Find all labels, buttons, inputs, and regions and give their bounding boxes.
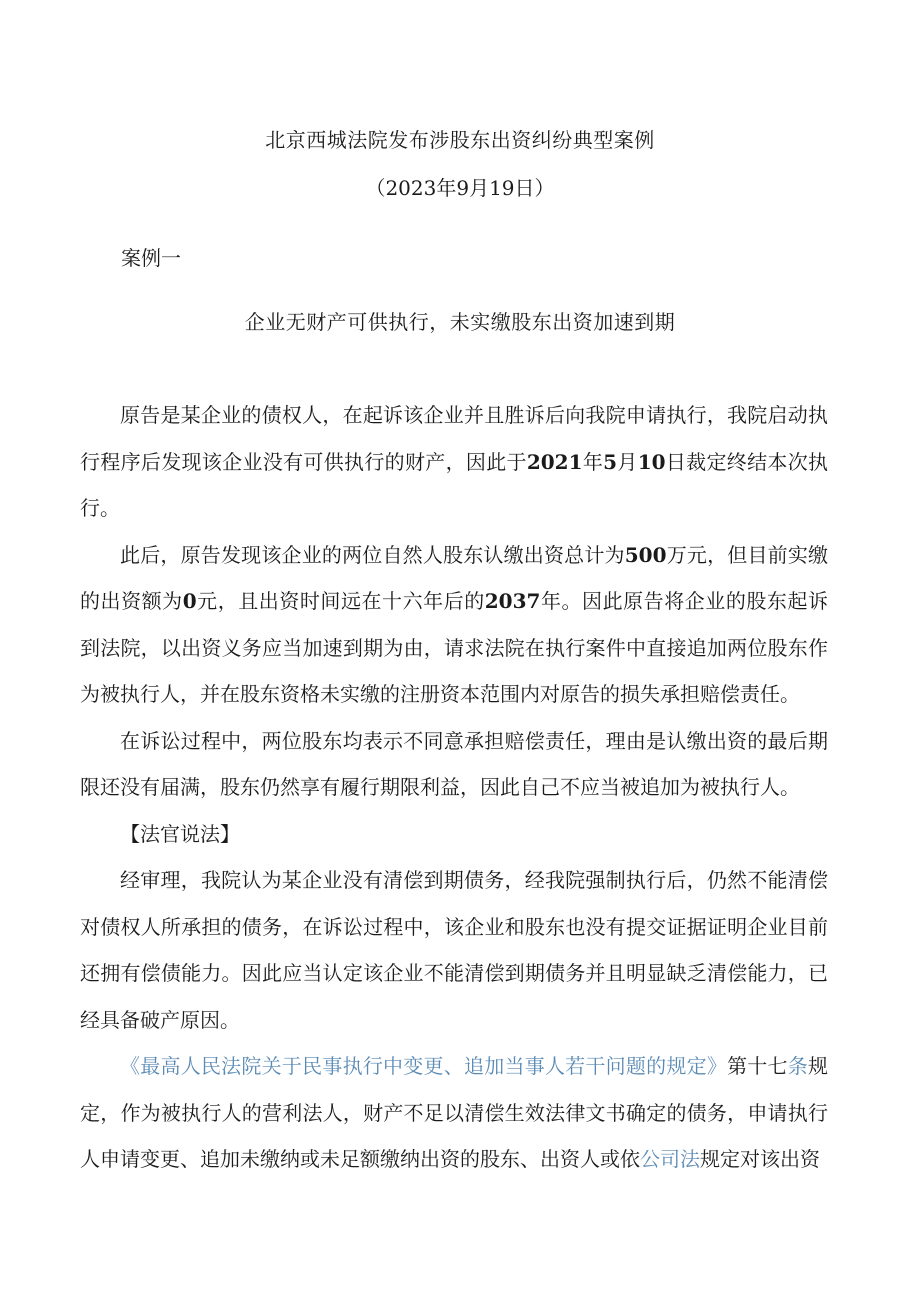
document-date: （2023年9月19日） [365,176,555,200]
paragraph-text: 第十七 [727,1054,788,1078]
year-value: 2021 [526,449,583,474]
subscribed-amount: 500 [624,542,667,567]
paragraph-text: 日裁定终结本次执行。 [80,449,829,520]
paragraph-defense: 在诉讼过程中，两位股东均表示不同意承担赔偿责任，理由是认缴出资的最后期限还没有届满，股东仍然享有履行期限利益，因此自己不应当被追加为被执行人。 [80,728,828,799]
paragraph-facts [80,392,828,532]
case-heading: 企业无财产可供执行，未实缴股东出资加速到期 [244,310,676,334]
case-label: 案例一 [121,246,181,270]
paid-amount: 0 [182,589,197,613]
paragraph-text: 年 [582,449,604,474]
paragraph-text: 月 [617,449,638,474]
day-value: 10 [637,449,666,474]
month-value: 5 [603,449,618,474]
paragraph-text: 此后，原告发现该企业的两位自然人股东认缴出资总计为 [120,542,625,567]
paragraph-ruling: 经审理，我院认为某企业没有清偿到期债务，经我院强制执行后，仍然不能清偿对债权人所承担的债务，在诉讼过程中，该企业和股东也没有提交证据证明企业目前还拥有偿债能力。因此应当认定该企业不能清偿到期债务并且明显缺乏清偿能力，已经具备破产原因。 [80,868,828,1032]
due-year: 2037 [484,589,541,613]
document-title: 北京西城法院发布涉股东出资纠纷典型案例 [265,128,655,152]
article-link[interactable]: 条 [787,1054,809,1078]
judge-section-title: 【法官说法】 [120,821,240,846]
paragraph-text: 元，且出资时间远在十六年后的 [196,589,485,613]
regulation-link[interactable]: 《最高人民法院关于民事执行中变更、追加当事人若干问题的规定》 [120,1054,728,1078]
paragraph-text: 年。因此原告将企业的股东起诉到法院，以出资义务应当加速到期为由，请求法院在执行案件中直接追加两位股东作为被执行人，并在股东资格未实缴的注册资本范围内对原告的损失承担赔偿责任。 [80,589,829,706]
paragraph-text: 万元，但目前实缴的出资额为 [80,542,829,613]
paragraph-text: 规定对该出资 [700,1147,820,1171]
paragraph-claim [80,532,828,718]
paragraph-text: 原告是某企业的债权人，在起诉该企业并且胜诉后向我院申请执行，我院启动执行程序后发现该企业没有可供执行的财产，因此于 [80,403,828,474]
document-body [80,392,828,1183]
paragraph-legal-basis [80,1043,828,1183]
company-law-link[interactable]: 公司法 [640,1147,700,1171]
paragraph-text: 规定，作为被执行人的营利法人，财产不足以清偿生效法律文书确定的债务，申请执行人申请变更、追加未缴纳或未足额缴纳出资的股东、出资人或依 [80,1054,829,1171]
